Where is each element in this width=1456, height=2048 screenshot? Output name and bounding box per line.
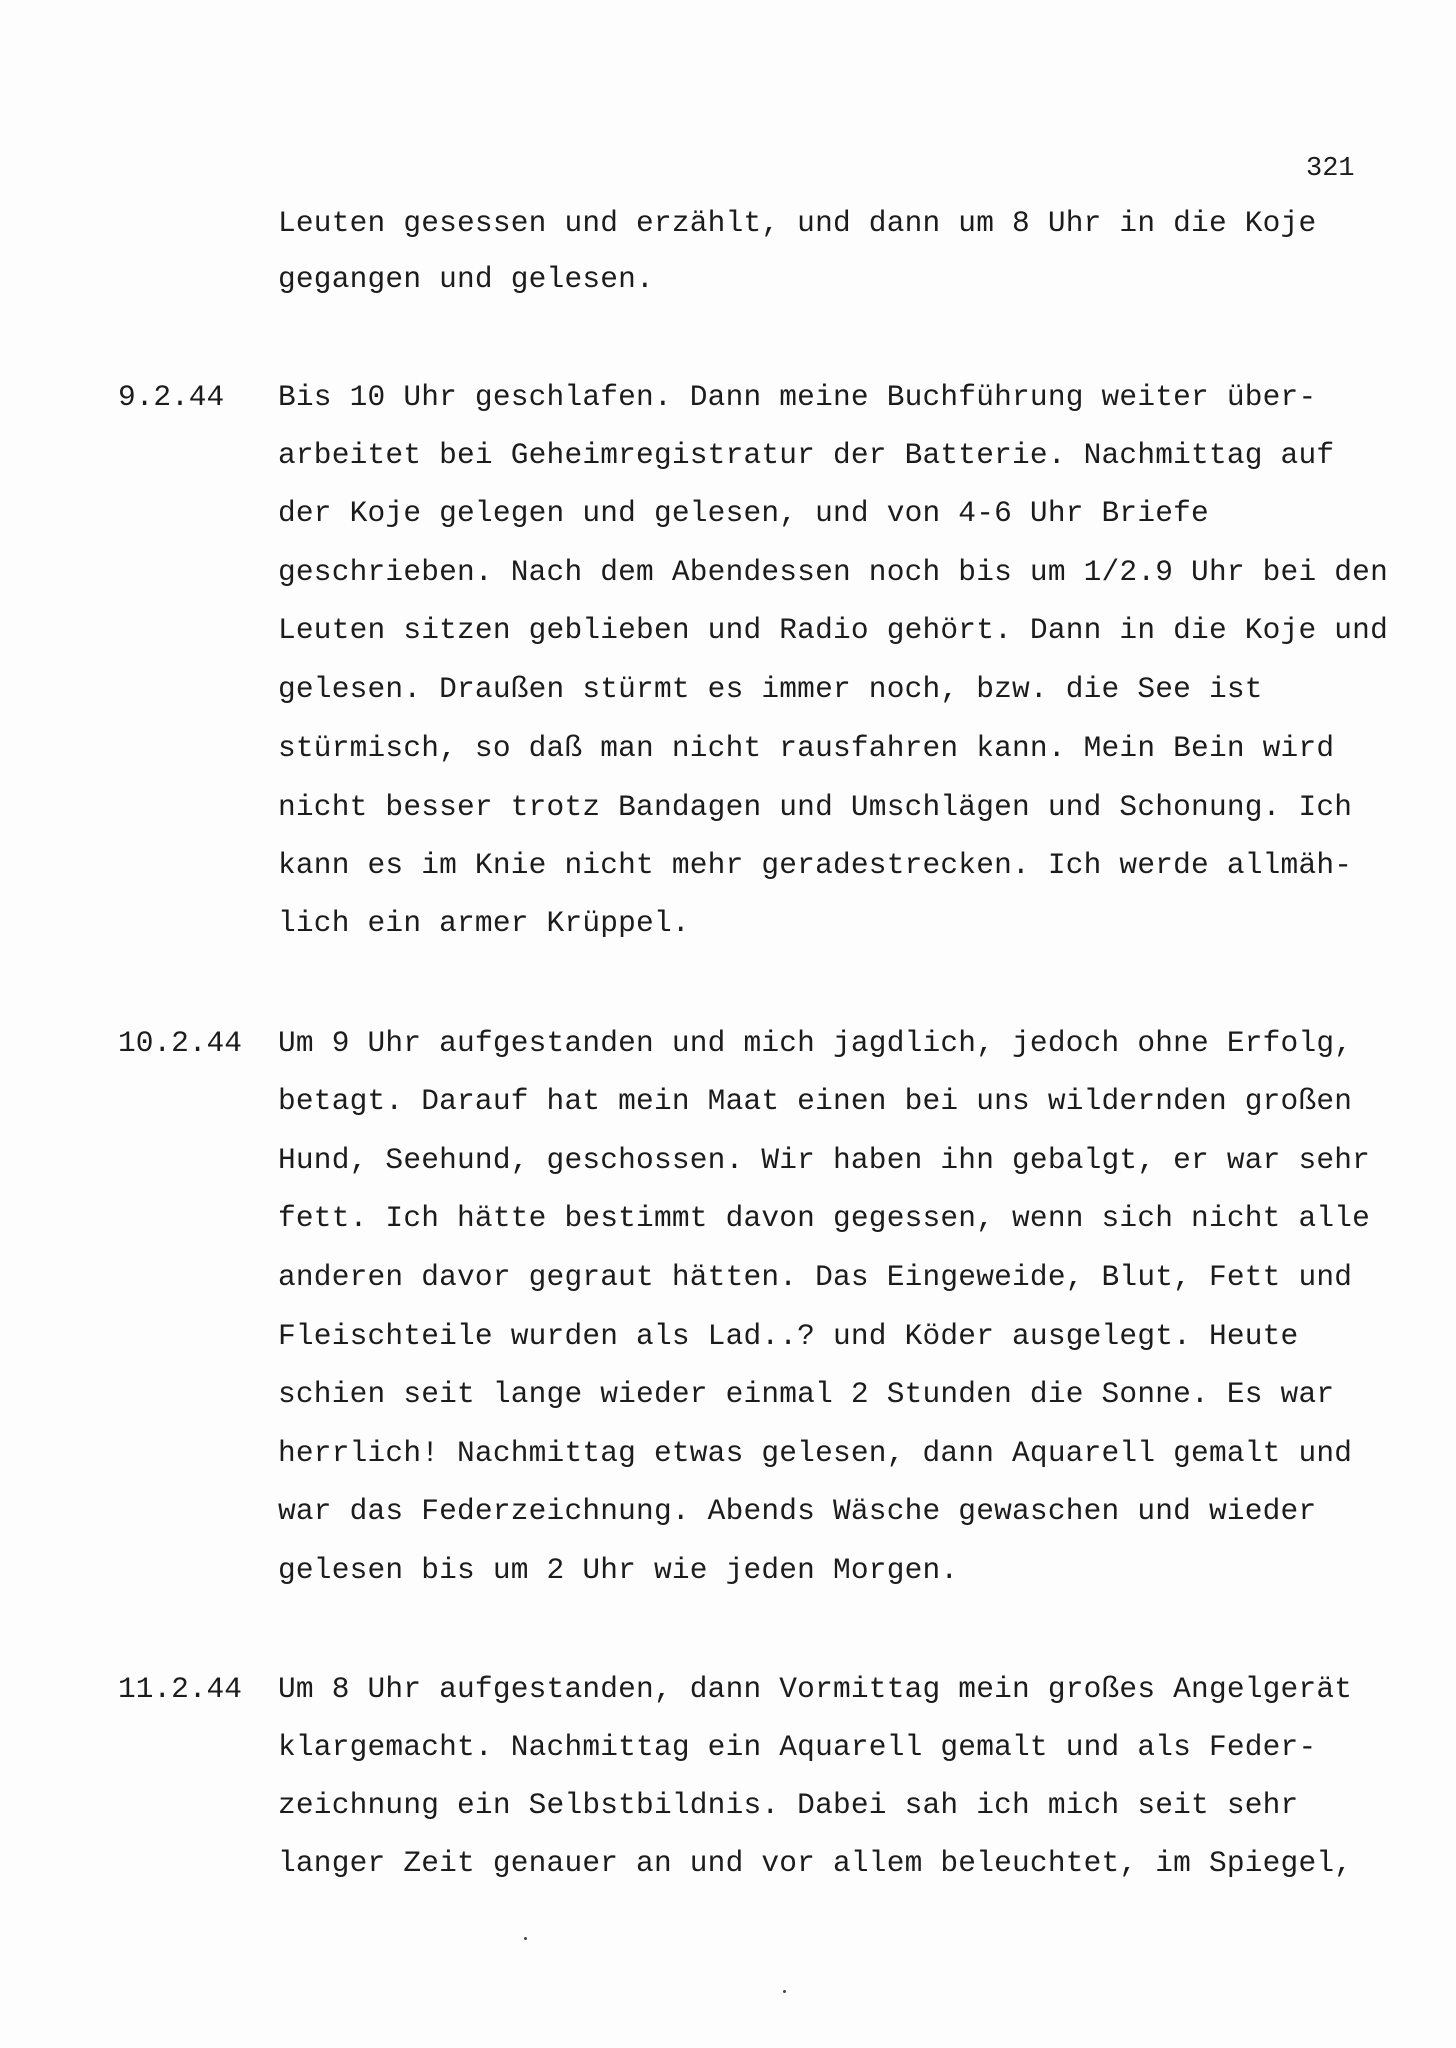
text-line: klargemacht. Nachmittag ein Aquarell gemalt und als Feder- <box>278 1730 1317 1764</box>
text-line: betagt. Darauf hat mein Maat einen bei uns wildernden großen <box>278 1084 1353 1118</box>
text-line: stürmisch, so daß man nicht rausfahren kann. Mein Bein wird <box>278 731 1335 765</box>
text-line: arbeitet bei Geheimregistratur der Batterie. Nachmittag auf <box>278 438 1335 472</box>
text-line: Um 8 Uhr aufgestanden, dann Vormittag mein großes Angelgerät <box>278 1672 1353 1706</box>
entry-date: 10.2.44 <box>118 1026 242 1060</box>
page-number: 321 <box>1306 154 1355 184</box>
text-line: Fleischteile wurden als Lad..? und Köder ausgelegt. Heute <box>278 1319 1299 1353</box>
text-line: Bis 10 Uhr geschlafen. Dann meine Buchführung weiter über- <box>278 380 1317 414</box>
text-line: nicht besser trotz Bandagen und Umschlägen und Schonung. Ich <box>278 790 1353 824</box>
text-line: Hund, Seehund, geschossen. Wir haben ihn gebalgt, er war sehr <box>278 1143 1371 1177</box>
text-line: fett. Ich hätte bestimmt davon gegessen, wenn sich nicht alle <box>278 1201 1371 1235</box>
text-line: geschrieben. Nach dem Abendessen noch bis um 1/2.9 Uhr bei den <box>278 555 1388 589</box>
text-line: Um 9 Uhr aufgestanden und mich jagdlich, jedoch ohne Erfolg, <box>278 1026 1353 1060</box>
text-line: herrlich! Nachmittag etwas gelesen, dann Aquarell gemalt und <box>278 1436 1353 1470</box>
text-line: anderen davor gegraut hätten. Das Eingeweide, Blut, Fett und <box>278 1260 1353 1294</box>
text-line: der Koje gelegen und gelesen, und von 4-6 Uhr Briefe <box>278 496 1209 530</box>
text-line: Leuten gesessen und erzählt, und dann um 8 Uhr in die Koje <box>278 206 1317 240</box>
text-line: gegangen und gelesen. <box>278 262 654 296</box>
text-line: schien seit lange wieder einmal 2 Stunden die Sonne. Es war <box>278 1377 1335 1411</box>
entry-date: 11.2.44 <box>118 1672 242 1706</box>
scan-speck <box>783 1990 786 1993</box>
text-line: gelesen. Draußen stürmt es immer noch, bzw. die See ist <box>278 672 1263 706</box>
text-line: gelesen bis um 2 Uhr wie jeden Morgen. <box>278 1553 959 1587</box>
scan-speck <box>524 1937 527 1940</box>
entry-date: 9.2.44 <box>118 380 225 414</box>
text-line: Leuten sitzen geblieben und Radio gehört. Dann in die Koje und <box>278 613 1388 647</box>
text-line: kann es im Knie nicht mehr geradestrecken. Ich werde allmäh- <box>278 848 1353 882</box>
text-line: lich ein armer Krüppel. <box>278 906 690 940</box>
text-line: zeichnung ein Selbstbildnis. Dabei sah ich mich seit sehr <box>278 1788 1299 1822</box>
text-line: langer Zeit genauer an und vor allem beleuchtet, im Spiegel, <box>278 1846 1353 1880</box>
text-line: war das Federzeichnung. Abends Wäsche gewaschen und wieder <box>278 1494 1317 1528</box>
